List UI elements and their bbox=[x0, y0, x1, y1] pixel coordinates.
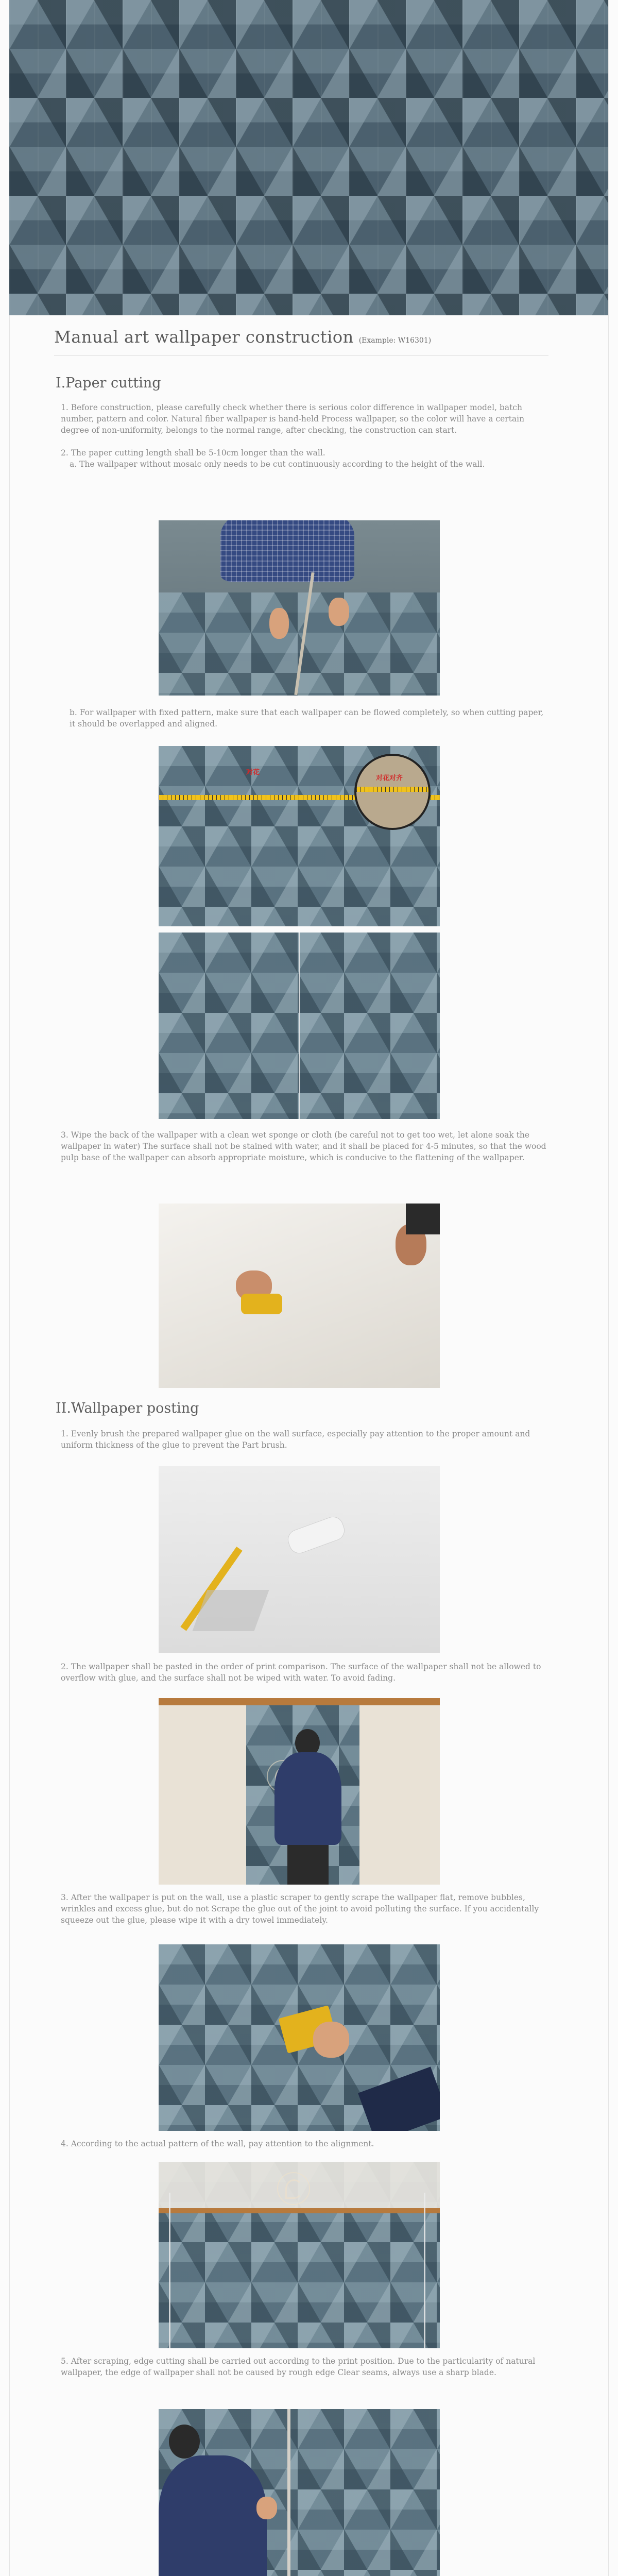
photo-hand-blade bbox=[256, 2497, 277, 2519]
paragraph-2-3: 3. After the wallpaper is put on the wall, use a plastic scraper to gently scrape the wallpaper flat, remove bubbles, wrinkles and excess glue, but do not Scrape the glue out of the joint to avoid polluting the surface. If you accidentally squeeze out the glue, please wipe it with a dry towel immediately. bbox=[61, 1893, 539, 1925]
page-title bbox=[54, 327, 431, 347]
paragraph-1-3: 3. Wipe the back of the wallpaper with a clean wet sponge or cloth (be careful not to get too wet, let alone soak the wallpaper in water) The surface shall not be stained with water, and it shall be placed for 4-5 minutes, so that the wood pulp base of the wallpaper can absorb appropriate moisture, which is conducive to the flattening of the wallpaper. bbox=[61, 1130, 546, 1162]
photo-cutting-paper bbox=[159, 520, 440, 696]
paragraph-2-5: 5. After scraping, edge cutting shall be carried out according to the print position. Due to the particularity of natural wallpaper, the edge of wallpaper shall not be caused by rough edge Clear seams, always use a sharp blade. bbox=[61, 2357, 536, 2377]
label-pattern-match: 对花 bbox=[246, 769, 260, 776]
section-heading-wallpaper-posting: II.Wallpaper posting bbox=[56, 1400, 199, 1416]
paragraph-2-1: 1. Evenly brush the prepared wallpaper glue on the wall surface, especially pay attention to the proper amount and uniform thickness of the glue to prevent the Part brush. bbox=[61, 1429, 530, 1450]
photo-sponge-wiping bbox=[159, 1204, 440, 1388]
photo-paint-roller bbox=[285, 1514, 347, 1556]
photo-worker-head-2 bbox=[169, 2425, 200, 2459]
paragraph-1-2a: a. The wallpaper without mosaic only needs to be cut continuously according to the height of the wall. bbox=[70, 460, 485, 469]
photo-worker-2 bbox=[159, 2455, 267, 2576]
photo-edge-cutting bbox=[159, 2409, 440, 2576]
left-border bbox=[9, 0, 10, 2576]
paragraph-2-4: 4. According to the actual pattern of the wall, pay attention to the alignment. bbox=[61, 2139, 374, 2148]
photo-worker-legs bbox=[287, 1845, 329, 1885]
photo-pattern-alignment bbox=[159, 746, 440, 926]
photo-scraper bbox=[159, 1944, 440, 2131]
photo-worker bbox=[274, 1752, 341, 1845]
photo-sleeve bbox=[406, 1204, 440, 1234]
photo-hand-scraper bbox=[313, 2022, 349, 2058]
photo-pattern-seam bbox=[159, 933, 440, 1119]
photo-zoom-tape bbox=[356, 787, 428, 792]
photo-pasting-wallpaper bbox=[159, 1698, 440, 1885]
paragraph-1-2b: b. For wallpaper with fixed pattern, make sure that each wallpaper can be flowed completely, so when cutting paper, it should be overlapped and aligned. bbox=[70, 708, 544, 728]
photo-sponge bbox=[241, 1294, 282, 1314]
photo-wood-trim-2 bbox=[159, 2208, 440, 2213]
photo-hand-2 bbox=[329, 598, 349, 626]
section-heading-paper-cutting: I.Paper cutting bbox=[56, 375, 161, 391]
label-pattern-aligned: 对花对齐 bbox=[376, 774, 403, 782]
logo-watermark-2 bbox=[277, 2172, 310, 2205]
photo-seam-left bbox=[169, 2193, 170, 2348]
photo-wood-trim bbox=[159, 1698, 440, 1705]
photo-person bbox=[220, 520, 354, 582]
photo-hand bbox=[269, 608, 289, 639]
paragraph-1-2: 2. The paper cutting length shall be 5-10cm longer than the wall. bbox=[61, 448, 325, 457]
hero-wallpaper-image bbox=[9, 0, 608, 315]
title-divider bbox=[54, 355, 548, 356]
photo-seam-line bbox=[299, 933, 300, 1119]
right-border bbox=[608, 0, 609, 2576]
example-code: (Example: W16301) bbox=[358, 336, 432, 345]
photo-sleeve-navy bbox=[358, 2066, 440, 2131]
paragraph-1-1: 1. Before construction, please carefully check whether there is serious color difference in wallpaper model, batch number, pattern and color. Natural fiber wallpaper is hand-held Process wallpaper, so the color will have a certain degree of non-uniformity, belongs to the normal range, after checking, the construction can start. bbox=[61, 403, 525, 435]
photo-glue-rolling bbox=[159, 1466, 440, 1653]
photo-alignment bbox=[159, 2162, 440, 2348]
title-text: Manual art wallpaper construction bbox=[54, 327, 354, 347]
photo-straightedge-2 bbox=[287, 2409, 290, 2576]
photo-seam-right bbox=[424, 2193, 425, 2348]
photo-zoom-circle bbox=[354, 754, 431, 830]
paragraph-2-2: 2. The wallpaper shall be pasted in the order of print comparison. The surface of the wallpaper shall not be allowed to overflow with glue, and the surface shall not be wiped with water. To avoid fading. bbox=[61, 1662, 541, 1683]
